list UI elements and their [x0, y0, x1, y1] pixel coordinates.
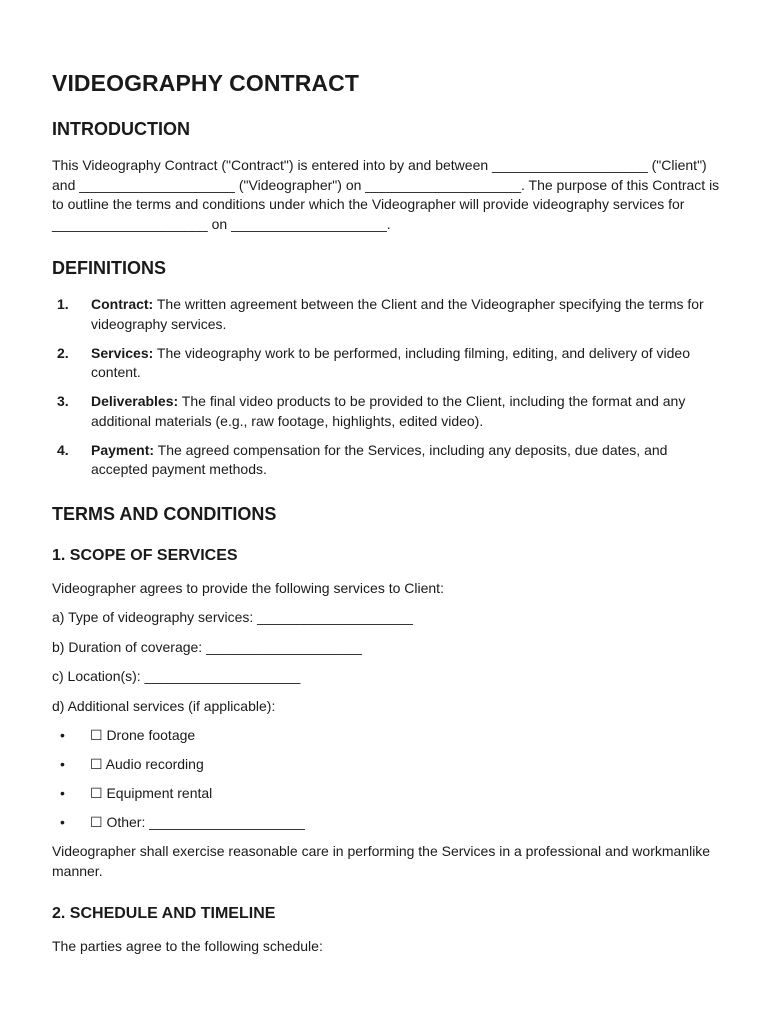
definition-number: 3. — [57, 393, 69, 409]
contract-body — [52, 70, 722, 957]
definition-text: The agreed compensation for the Services, including any deposits, due dates, and accepted payment methods. — [91, 441, 668, 477]
option-drone-footage: ☐ Drone footage — [90, 727, 196, 743]
option-audio-recording: ☐ Audio recording — [90, 756, 204, 772]
introduction-heading: INTRODUCTION — [52, 119, 190, 139]
bullet-icon: • — [60, 814, 65, 830]
list-item — [52, 755, 722, 775]
definitions-heading: DEFINITIONS — [52, 258, 167, 278]
introduction-paragraph: This Videography Contract ("Contract") is entered into by and between ____________________ ("Client") and ____________________ ("Videographer") on ____________________. The purpose of this Contract is to outline the terms and conditions under which the Videographer will provide videography services for ____________________ on ____________________. — [52, 157, 720, 232]
scope-type-line: a) Type of videography services: ____________________ — [52, 609, 413, 625]
scope-location-line: c) Location(s): ____________________ — [52, 668, 301, 684]
definition-number: 1. — [57, 296, 69, 312]
list-item — [52, 784, 722, 804]
document-title: VIDEOGRAPHY CONTRACT — [52, 70, 359, 96]
terms-heading: TERMS AND CONDITIONS — [52, 503, 277, 524]
option-other: ☐ Other: ____________________ — [90, 814, 305, 830]
definitions-section — [52, 258, 722, 480]
option-equipment-rental: ☐ Equipment rental — [90, 785, 213, 801]
definition-item — [52, 441, 722, 480]
scope-closing-paragraph: Videographer shall exercise reasonable care in performing the Services in a professional and workmanlike manner. — [52, 843, 711, 879]
definitions-list — [52, 295, 722, 480]
definition-text: The written agreement between the Client and the Videographer specifying the terms for videography services. — [91, 296, 704, 332]
scope-lead: Videographer agrees to provide the following services to Client: — [52, 579, 444, 596]
list-item — [52, 813, 722, 833]
schedule-heading: 2. SCHEDULE AND TIMELINE — [52, 905, 276, 922]
introduction-section — [52, 119, 722, 234]
definition-item — [52, 295, 722, 334]
scope-additional-line: d) Additional services (if applicable): — [52, 697, 276, 714]
definition-item — [52, 344, 722, 383]
scope-duration-line: b) Duration of coverage: ____________________ — [52, 638, 362, 655]
definition-text: The videography work to be performed, including filming, editing, and delivery of video content. — [91, 344, 690, 380]
definition-term: Payment: — [91, 441, 155, 458]
additional-services-list — [52, 726, 722, 833]
scope-heading: 1. SCOPE OF SERVICES — [52, 546, 238, 564]
definition-term: Services: — [91, 344, 154, 361]
schedule-lead: The parties agree to the following schedule: — [52, 938, 323, 954]
bullet-icon: • — [60, 756, 65, 772]
definition-number: 2. — [57, 344, 69, 361]
definition-text: The final video products to be provided to the Client, including the format and any additional materials (e.g., raw footage, highlights, edited video). — [91, 393, 686, 429]
bullet-icon: • — [60, 785, 65, 801]
definition-term: Deliverables: — [91, 393, 179, 409]
definition-number: 4. — [57, 441, 69, 458]
definition-term: Contract: — [91, 296, 154, 312]
list-item — [52, 726, 722, 746]
terms-section — [52, 504, 722, 957]
bullet-icon: • — [60, 727, 65, 743]
definition-item — [52, 392, 722, 431]
